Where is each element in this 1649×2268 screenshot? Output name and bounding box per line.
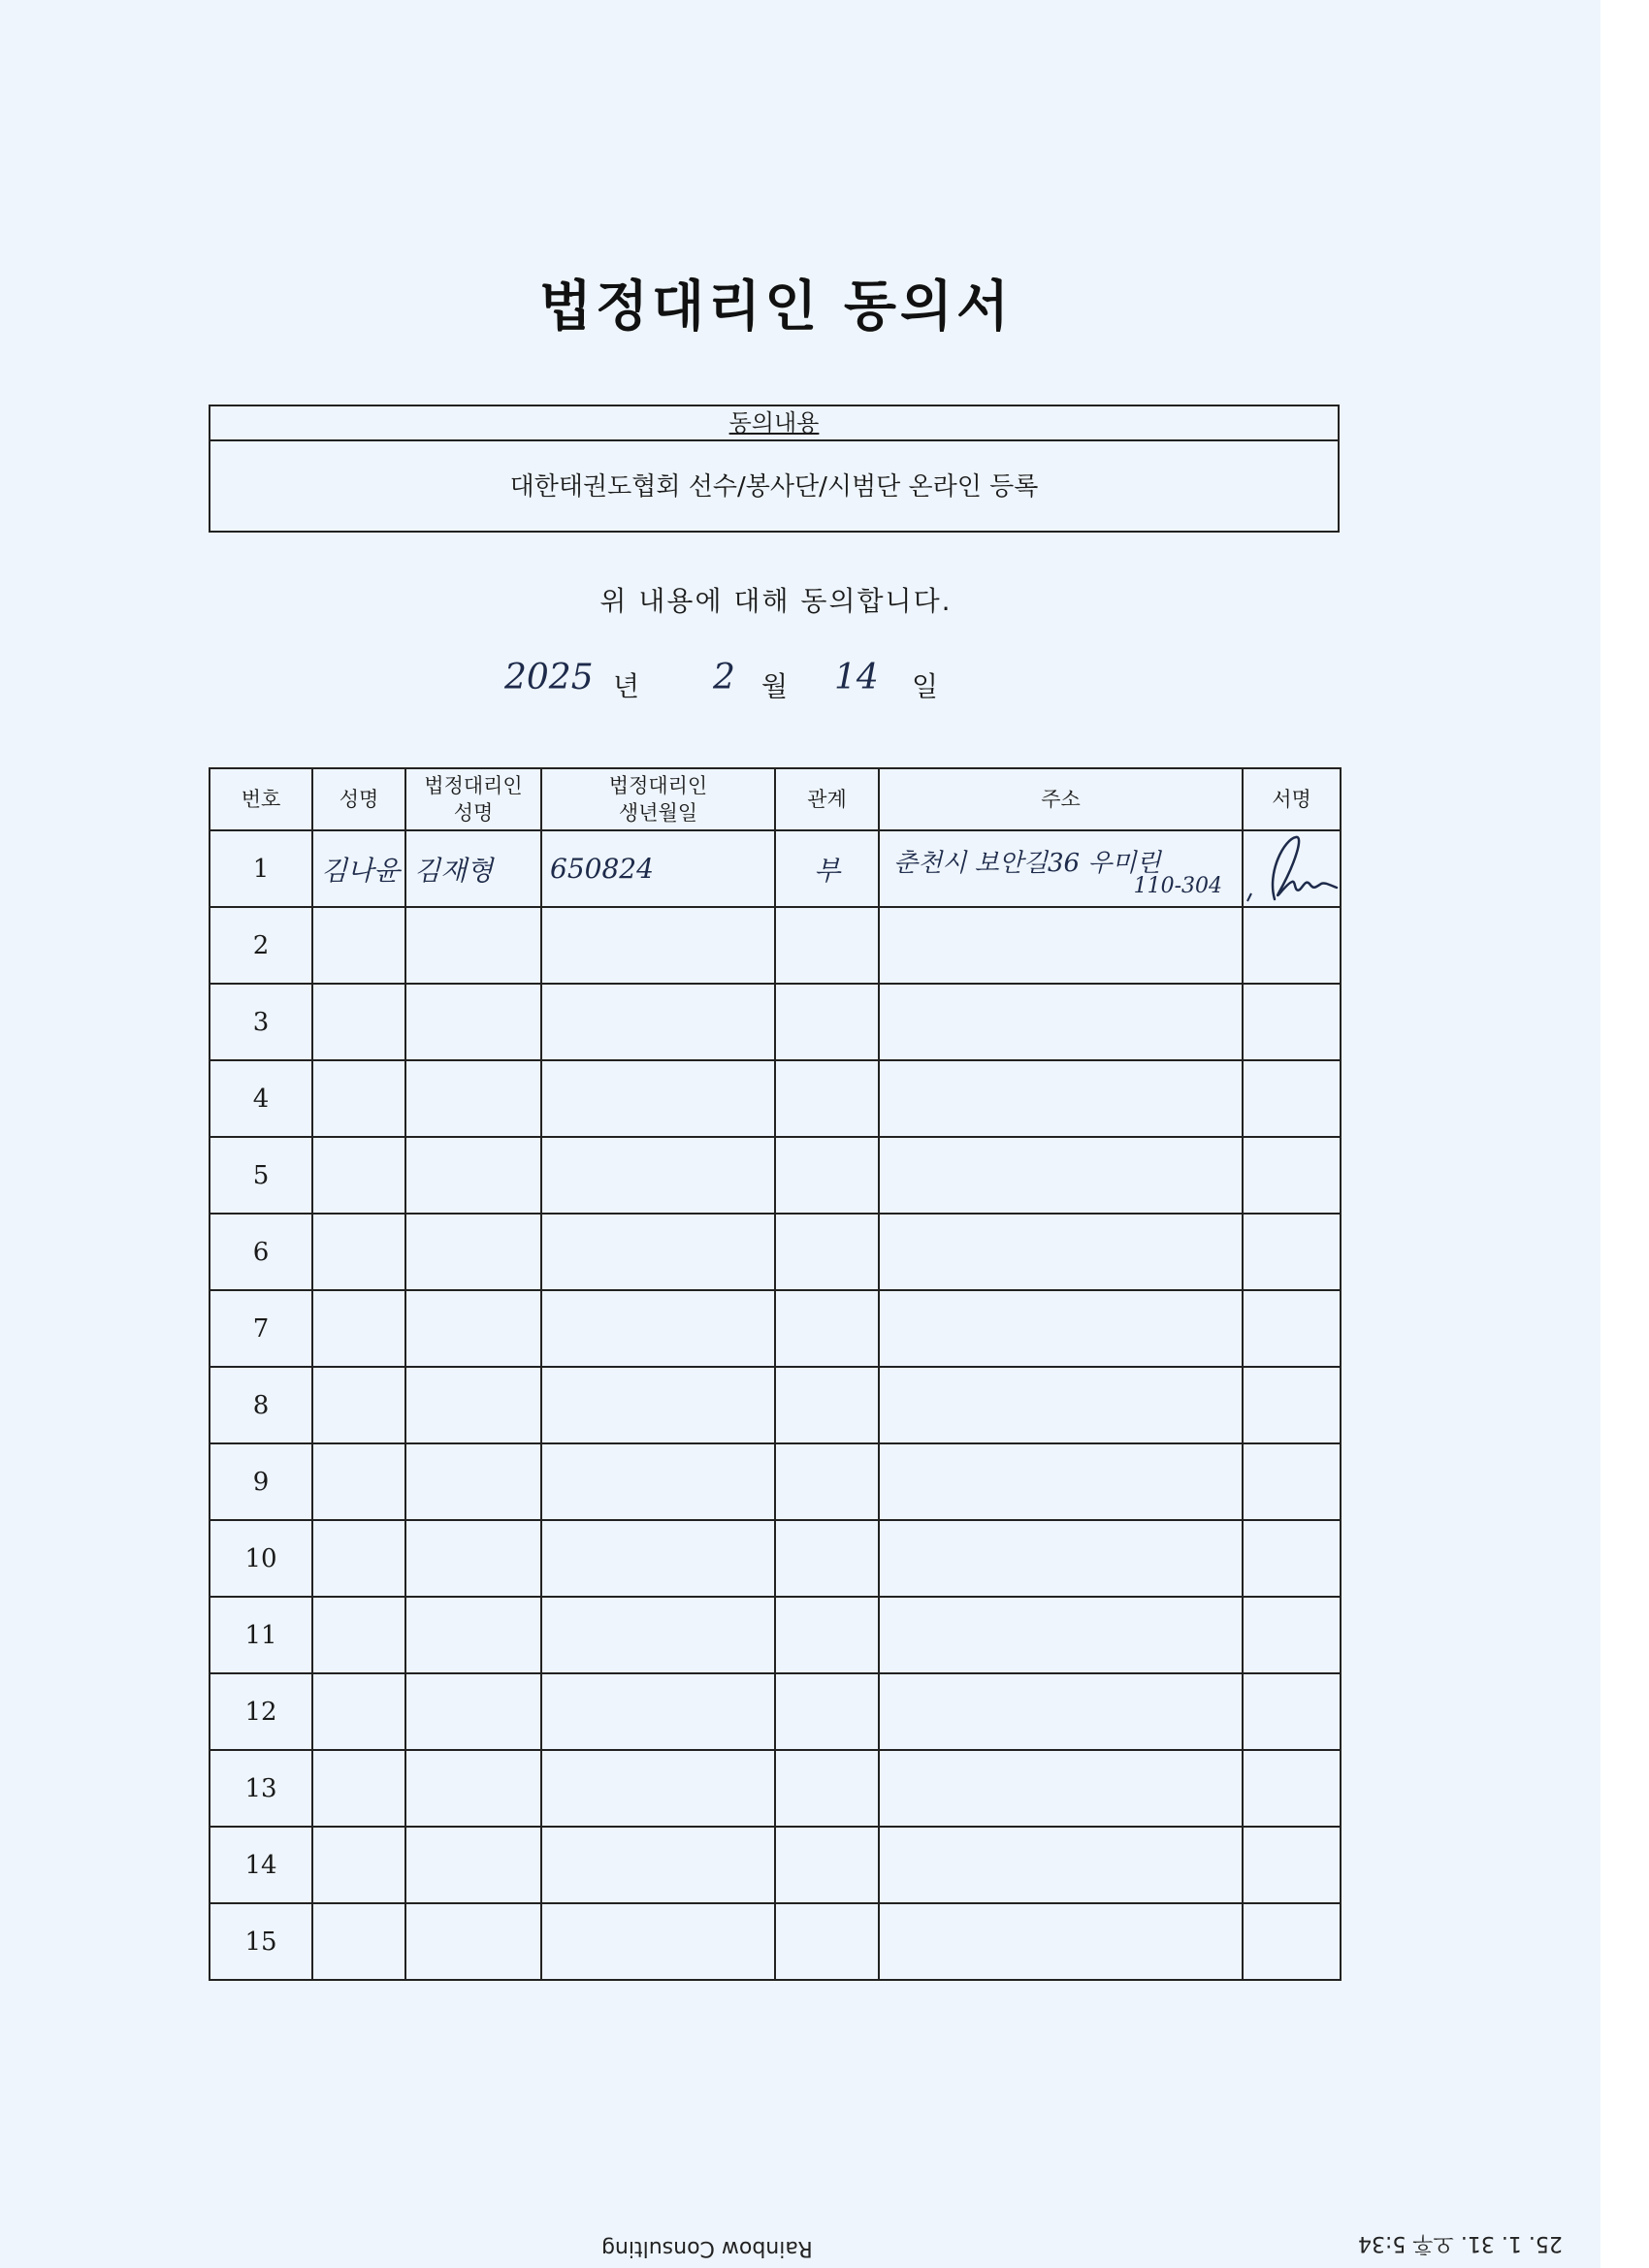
table-row: [210, 1750, 1341, 1827]
table-row: [210, 1443, 1341, 1520]
footer-timestamp: 25. 1. 31. 오후 5:34: [1358, 2231, 1563, 2255]
date-day: 14: [834, 658, 879, 697]
cell-no: 11: [210, 1597, 312, 1673]
document-title: 법정대리인 동의서: [538, 275, 1014, 339]
cell-no: 3: [210, 984, 312, 1060]
date-day-unit: 일: [912, 670, 939, 702]
header-relation: 관계: [775, 768, 879, 830]
cell-guardian-name: 김재형: [405, 830, 541, 907]
table-row: [210, 1903, 1341, 1980]
date-year: 2025: [504, 658, 594, 697]
table-header-row: [210, 768, 1341, 830]
handwritten-signature: [1245, 833, 1339, 905]
footer-company: Rainbow Consulting: [601, 2236, 813, 2260]
cell-no: 6: [210, 1214, 312, 1290]
cell-no: 13: [210, 1750, 312, 1827]
cell-no: 5: [210, 1137, 312, 1214]
cell-no: 12: [210, 1673, 312, 1750]
table-row: [210, 1827, 1341, 1903]
table-row: [210, 1290, 1341, 1367]
address-main: 춘천시 보안길36 우미린: [893, 849, 1161, 878]
cell-no: 10: [210, 1520, 312, 1597]
cell-relation: 부: [775, 830, 879, 907]
cell-no: 7: [210, 1290, 312, 1367]
consent-header-label: 동의내용: [728, 409, 820, 437]
header-name: 성명: [312, 768, 405, 830]
date-month-unit: 월: [761, 670, 789, 702]
consent-box: [209, 405, 1340, 533]
table-row: [210, 1137, 1341, 1214]
table-row: [210, 1520, 1341, 1597]
cell-no: 2: [210, 907, 312, 984]
consent-header: [210, 406, 1338, 441]
cell-address: [879, 830, 1243, 907]
cell-no: 15: [210, 1903, 312, 1980]
cell-no: 8: [210, 1367, 312, 1443]
cell-name: 김나윤: [312, 830, 405, 907]
table-row: [210, 984, 1341, 1060]
cell-signature: [1243, 830, 1341, 907]
cell-no: 14: [210, 1827, 312, 1903]
table-row: [210, 1597, 1341, 1673]
address-detail: 110-304: [1133, 874, 1222, 898]
table-row: [210, 1367, 1341, 1443]
table-row: [210, 1214, 1341, 1290]
header-signature: 서명: [1243, 768, 1341, 830]
cell-no: 1: [210, 830, 312, 907]
agree-statement: 위 내용에 대해 동의합니다.: [599, 585, 953, 617]
header-no: 번호: [210, 768, 312, 830]
header-address: 주소: [879, 768, 1243, 830]
cell-no: 9: [210, 1443, 312, 1520]
cell-guardian-birth: 650824: [541, 830, 775, 907]
header-guardian-birth: 법정대리인 생년월일: [541, 768, 775, 830]
date-year-unit: 년: [613, 670, 640, 702]
table-row: [210, 907, 1341, 984]
table-row: [210, 830, 1341, 907]
table-row: [210, 1673, 1341, 1750]
date-month: 2: [713, 658, 735, 697]
header-guardian-name: 법정대리인 성명: [405, 768, 541, 830]
consent-content: 대한태권도협회 선수/봉사단/시범단 온라인 등록: [509, 472, 1039, 502]
cell-no: 4: [210, 1060, 312, 1137]
table-row: [210, 1060, 1341, 1137]
guardian-table: [209, 767, 1342, 1981]
